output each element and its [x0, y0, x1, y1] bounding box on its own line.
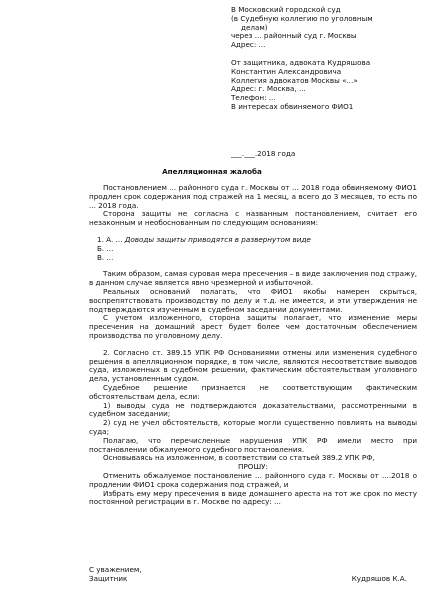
addressee-block: [231, 6, 416, 112]
arguments-list: [89, 236, 417, 262]
signer-name: Кудряшов К.А.: [351, 573, 407, 583]
paragraph: Полагаю, что перечисленные нарушения УПК РФ имели место при постановлении обжалуемого судебного постановления.: [89, 435, 417, 454]
paragraph: Сторона защиты не согласна с названным постановлением, считает его незаконным и необоснованным по следующим основаниям:: [89, 209, 417, 228]
paragraph: С учетом изложенного, сторона защиты полагает, что изменение меры пресечения на домашний арест будет более чем достаточным обеспечением производства по уголовному делу.: [89, 313, 417, 340]
paragraph: Избрать ему меру пресечения в виде домашнего ареста на тот же срок по месту постоянной регистрации в г. Москве по адресу: ...: [89, 488, 417, 507]
respect-line: С уважением,: [89, 565, 142, 574]
court-address: Адрес: ...: [231, 40, 266, 50]
document-date: ___.___.2018 года: [231, 149, 296, 158]
paragraph: 2. Согласно ст. 389.15 УПК РФ Основаниями отмены или изменения судебного решения в апелляционном порядке, в том числе, являются несоответствие выводов суда, изложенных в судебном решении, фактическим обстоятельствам уголовного дела, установленным судом.: [89, 347, 417, 384]
signer-role: Защитник: [89, 573, 128, 583]
paragraph: Судебное решение признается не соответствующим фактическим обстоятельствам дела, если:: [89, 382, 417, 401]
paragraph: Отменить обжалуемое постановление ... районного суда г. Москвы от ....2018 о продлении ФИО1 срока содержания под стражей, и: [89, 470, 417, 489]
signature-block: [89, 566, 417, 584]
from-line-3: Коллегия адвокатов Москвы «...»: [231, 75, 358, 85]
document-title: Апелляционная жалоба: [162, 167, 262, 176]
paragraph: 2) суд не учел обстоятельств, которые могли существенно повлиять на выводы суда;: [89, 418, 417, 436]
paragraph: Постановлением ... районного суда г. Москвы от ... 2018 года обвиняемому ФИО1 продлен срок содержания под стражей на 1 месяц, а всего до 3 месяцев, то есть по ... 2018 года.: [89, 183, 417, 210]
list-item-a: 1. А. ... Доводы защиты приводятся в развернутом виде: [97, 234, 311, 244]
from-line-1: От защитника, адвоката Кудряшова: [231, 57, 371, 67]
prosit-heading: ПРОШУ:: [238, 462, 268, 472]
paragraph: Основываясь на изложенном, в соответствии со статьей 389.2 УПК РФ,: [103, 453, 375, 463]
list-item-b: Б. ...: [97, 243, 114, 253]
document-body: [89, 184, 417, 507]
phone: Телефон: ...: [231, 93, 276, 103]
court-line-2: (в Судебную коллегию по уголовным: [231, 13, 373, 23]
list-item-v: В. ...: [97, 252, 114, 262]
from-address: Адрес: г. Москва, ...: [231, 84, 306, 94]
interest-of: В интересах обвиняемого ФИО1: [231, 101, 354, 111]
list-item: [89, 236, 417, 245]
paragraph: 1) выводы суда не подтверждаются доказательствами, рассмотренными в судебном заседании;: [89, 400, 417, 419]
paragraph: Реальных оснований полагать, что ФИО1 якобы намерен скрыться, воспрепятствовать производству по делу и т.д. не имеется, и эти утверждения не подтверждаются изученным в судебном заседании документами.: [89, 286, 417, 314]
via-court: через ... районный суд г. Москвы: [231, 31, 357, 41]
court-line-3: делам): [241, 22, 268, 32]
list-item-a-italic: Доводы защиты приводятся в развернутом виде: [124, 234, 311, 244]
from-line-2: Константин Александровича: [231, 66, 342, 76]
paragraph: Таким образом, самая суровая мера пресечения – в виде заключения под стражу, в данном случае является явно чрезмерной и избыточной.: [89, 269, 417, 288]
court-line-1: В Московский городской суд: [231, 5, 341, 14]
